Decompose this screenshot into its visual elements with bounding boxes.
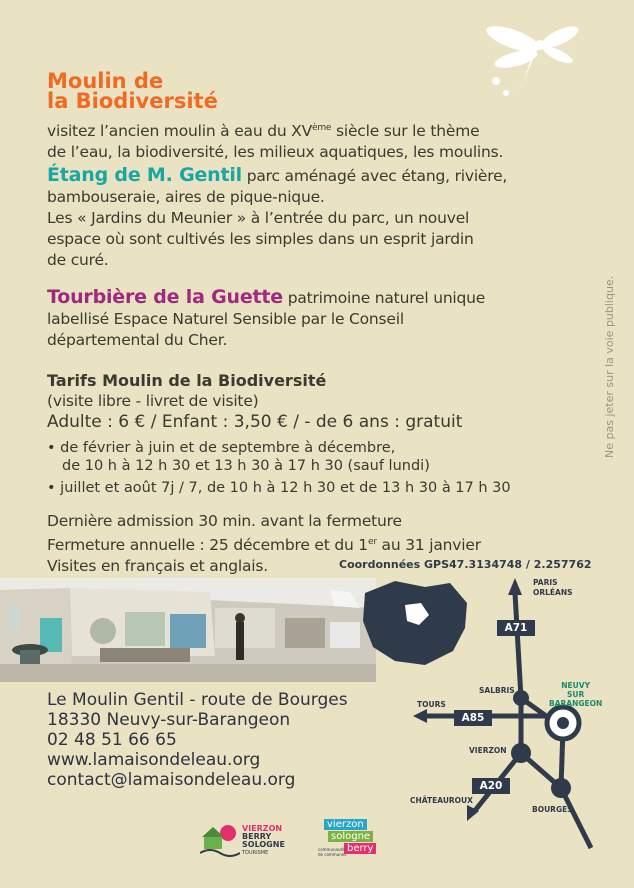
logo-vsb-line4: TOURISME [242, 850, 269, 856]
gps-coordinates: Coordonnées GPS47.3134748 / 2.257762 [339, 558, 592, 571]
road-label-a85: A85 [454, 710, 492, 726]
map-paris-text: PARIS [533, 578, 558, 587]
moulin-title [47, 71, 218, 111]
logo-cc-small2: de communes [318, 852, 347, 857]
moulin-desc-sup: ème [312, 123, 332, 133]
communaute-communes-logo [318, 819, 380, 863]
logo-vsb-line3: SOLOGNE [242, 840, 285, 849]
etang-title: Étang de M. Gentil [47, 164, 242, 186]
tarifs-bullet1-line2: de 10 h à 12 h 30 et 13 h 30 à 17 h 30 (sauf lundi) [62, 458, 430, 474]
etang-desc-line4: espace où sont cultivés les simples dans un esprit jardin [47, 230, 474, 248]
map-neuvy-line1: NEUVY [561, 681, 591, 690]
tarifs-subtitle: (visite libre - livret de visite) [47, 392, 259, 410]
logo-cc-small [318, 847, 346, 857]
moulin-description [47, 118, 607, 163]
logo-cc-small1: communauté [318, 847, 345, 852]
tarifs-title: Tarifs Moulin de la Biodiversité [47, 371, 327, 390]
map-orleans-text: ORLÉANS [533, 588, 573, 597]
contact-phone: 02 48 51 66 65 [47, 730, 177, 750]
tarifs-bullets [47, 439, 607, 497]
tourbiere-section [47, 287, 607, 351]
map-label-salbris: SALBRIS [479, 686, 515, 695]
tourbiere-desc-line1: patrimoine naturel unique [282, 289, 486, 307]
etang-section [47, 165, 607, 271]
road-a71 [515, 593, 521, 698]
road-south [561, 788, 591, 848]
info-line1: Dernière admission 30 min. avant la fermeture [47, 512, 402, 530]
contact-block [47, 690, 348, 790]
tarifs-bullet1-line1: • de février à juin et de septembre à décembre, [47, 440, 396, 456]
info-line3: Visites en français et anglais. [47, 557, 268, 576]
contact-address1: Le Moulin Gentil - route de Bourges [47, 690, 348, 710]
etang-desc-line5: de curé. [47, 251, 109, 269]
info-line2-text-end: au 31 janvier [376, 536, 481, 555]
map-label-neuvy [549, 681, 602, 708]
arrow-left-icon [413, 709, 427, 723]
info-line2-sup: er [367, 537, 377, 547]
logo-vsb-line1: VIERZON [242, 824, 283, 833]
map-label-chateauroux: CHÂTEAUROUX [410, 796, 473, 805]
side-note: Ne pas jeter sur la voie publique. [603, 275, 616, 458]
map-label-tours: TOURS [417, 700, 446, 709]
moulin-desc-text-end: siècle sur le thème [331, 122, 480, 141]
vierzon-tourisme-logo [200, 823, 300, 861]
contact-email[interactable]: contact@lamaisondeleau.org [47, 770, 296, 790]
tarifs-prices: Adulte : 6 € / Enfant : 3,50 € / - de 6 ans : gratuit [47, 412, 463, 432]
dragonfly-icon [478, 15, 588, 105]
vierzon-marker [511, 743, 531, 763]
logo-cc-line1: vierzon [324, 819, 367, 830]
moulin-desc-text: visitez l’ancien moulin à eau du XV [47, 122, 312, 141]
access-map [355, 573, 634, 853]
etang-desc-line2: bambouseraie, aires de pique-nique. [47, 188, 325, 206]
tarifs-bullet2: • juillet et août 7j / 7, de 10 h à 12 h 30 et de 13 h 30 à 17 h 30 [47, 480, 511, 496]
logo-cc-line3: berry [344, 843, 376, 854]
map-label-vierzon: VIERZON [469, 746, 507, 755]
contact-website[interactable]: www.lamaisondeleau.org [47, 750, 261, 770]
logo-cc-line2: sologne [328, 831, 373, 842]
tourbiere-desc-line2: labellisé Espace Naturel Sensible par le Conseil [47, 310, 404, 328]
etang-desc-line1: parc aménagé avec étang, rivière, [241, 167, 508, 185]
map-neuvy-line2: SUR [567, 690, 585, 699]
map-neuvy-line3: BARANGEON [549, 699, 603, 708]
tourbiere-title: Tourbière de la Guette [47, 286, 283, 308]
moulin-title-line2: la Biodiversité [47, 89, 218, 113]
logo-vsb-line2: BERRY [242, 832, 272, 841]
contact-address2: 18330 Neuvy-sur-Barangeon [47, 710, 291, 730]
info-line2-text: Fermeture annuelle : 25 décembre et du 1 [47, 536, 368, 555]
tourbiere-desc-line3: départemental du Cher. [47, 331, 228, 349]
map-label-paris [533, 578, 573, 598]
road-label-a20: A20 [472, 778, 510, 794]
map-label-bourges: BOURGES [532, 805, 573, 814]
bourges-marker [551, 778, 571, 798]
moulin-title-line1: Moulin de [47, 69, 164, 93]
tourism-logo-icon [200, 823, 240, 857]
etang-desc-line3: Les « Jardins du Meunier » à l’entrée du parc, un nouvel [47, 209, 470, 227]
salbris-marker [513, 690, 529, 706]
interior-photo [0, 578, 376, 682]
arrow-up-icon [508, 578, 522, 595]
road-label-a71: A71 [497, 620, 535, 636]
moulin-desc-line2: de l’eau, la biodiversité, les milieux aquatiques, les moulins. [47, 143, 504, 162]
